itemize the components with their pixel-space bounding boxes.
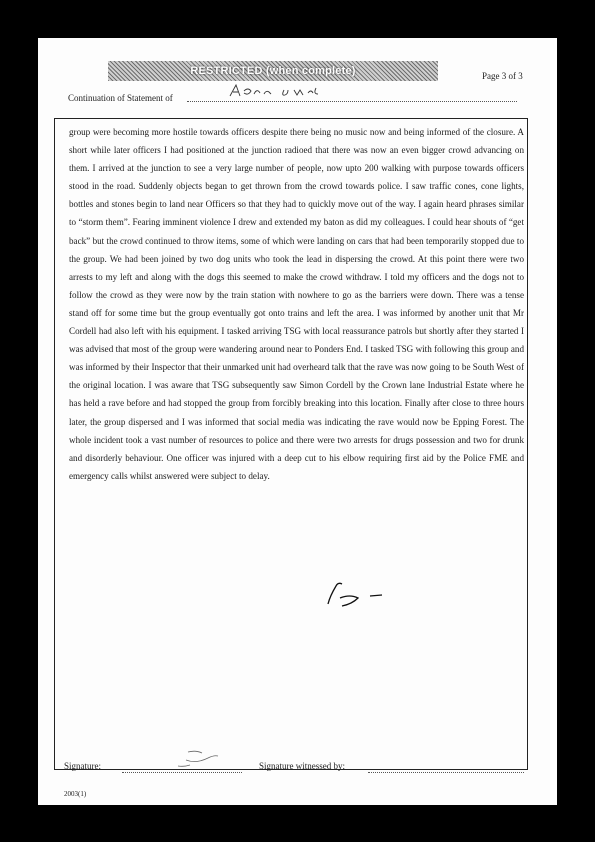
page-number: Page 3 of 3 [482, 71, 523, 81]
classification-banner [108, 61, 438, 81]
statement-page [38, 38, 557, 805]
witness-dotted-line [368, 772, 524, 773]
witness-label: Signature witnessed by: [259, 761, 345, 771]
officer-signature [320, 574, 410, 614]
form-code: 2003(1) [64, 790, 87, 798]
continuation-label: Continuation of Statement of [68, 93, 173, 103]
statement-text: group were becoming more hostile towards officers despite there being no music now and being informed of the closure. A short while later officers I had positioned at the junction radioed that there was now an even bigger crowd advancing on them. I arrived at the junction to see a very large number of people, now upto 200 walking with purpose towards officers stood in the road. Suddenly objects began to get thrown from the crowd towards police. I saw traffic cones, cone lights, bottles and stones begin to land near Officers so that they had to quickly move out of the way. I again heard phrases similar to “storm them”. Fearing imminent violence I drew and extended my baton as did my colleagues. I could hear shouts of “get back” but the crowd continued to throw items, some of which were landing on cars that had been temporarily stopped due to the group. We had been joined by two dog units who took the lead in dispersing the crowd. At this point there were two arrests to my left and along with the dogs this seemed to make the crowd withdraw. I told my officers and the dogs not to follow the crowd as they were now by the train station with nowhere to go as the barriers were down. There was a tense stand off for some time but the group eventually got onto trains and left the area. I was informed by another unit that Mr Cordell had also left with his equipment. I tasked arriving TSG with local reassurance patrols but shortly after they started I was advised that most of the group were wandering around near to Ponders End. I tasked TSG with following this group and was informed by their Inspector that their unmarked unit had overheard talk that the rave was now going to be South West of the original location. I was aware that TSG subsequently saw Simon Cordell by the Crown lane Industrial Estate where he has held a rave before and had stopped the group from forcibly breaking into this location. Finally after close to three hours later, the group dispersed and I was informed that social media was indicating the rave would now be Epping Forest. The whole incident took a vast number of resources to police and there were two arrests for drugs possession and two for drunk and disorderly behaviour. One officer was injured with a deep cut to his elbow requiring first aid by the Police FME and emergency calls whilst answered were subject to delay. [69, 127, 524, 481]
continuation-dotted-line [187, 101, 517, 102]
signature-label: Signature: [64, 761, 101, 771]
classification-text: RESTRICTED (when complete) [190, 65, 356, 77]
footer-signature-mark [158, 746, 238, 774]
handwritten-name [228, 82, 338, 100]
statement-body-box [54, 118, 528, 770]
